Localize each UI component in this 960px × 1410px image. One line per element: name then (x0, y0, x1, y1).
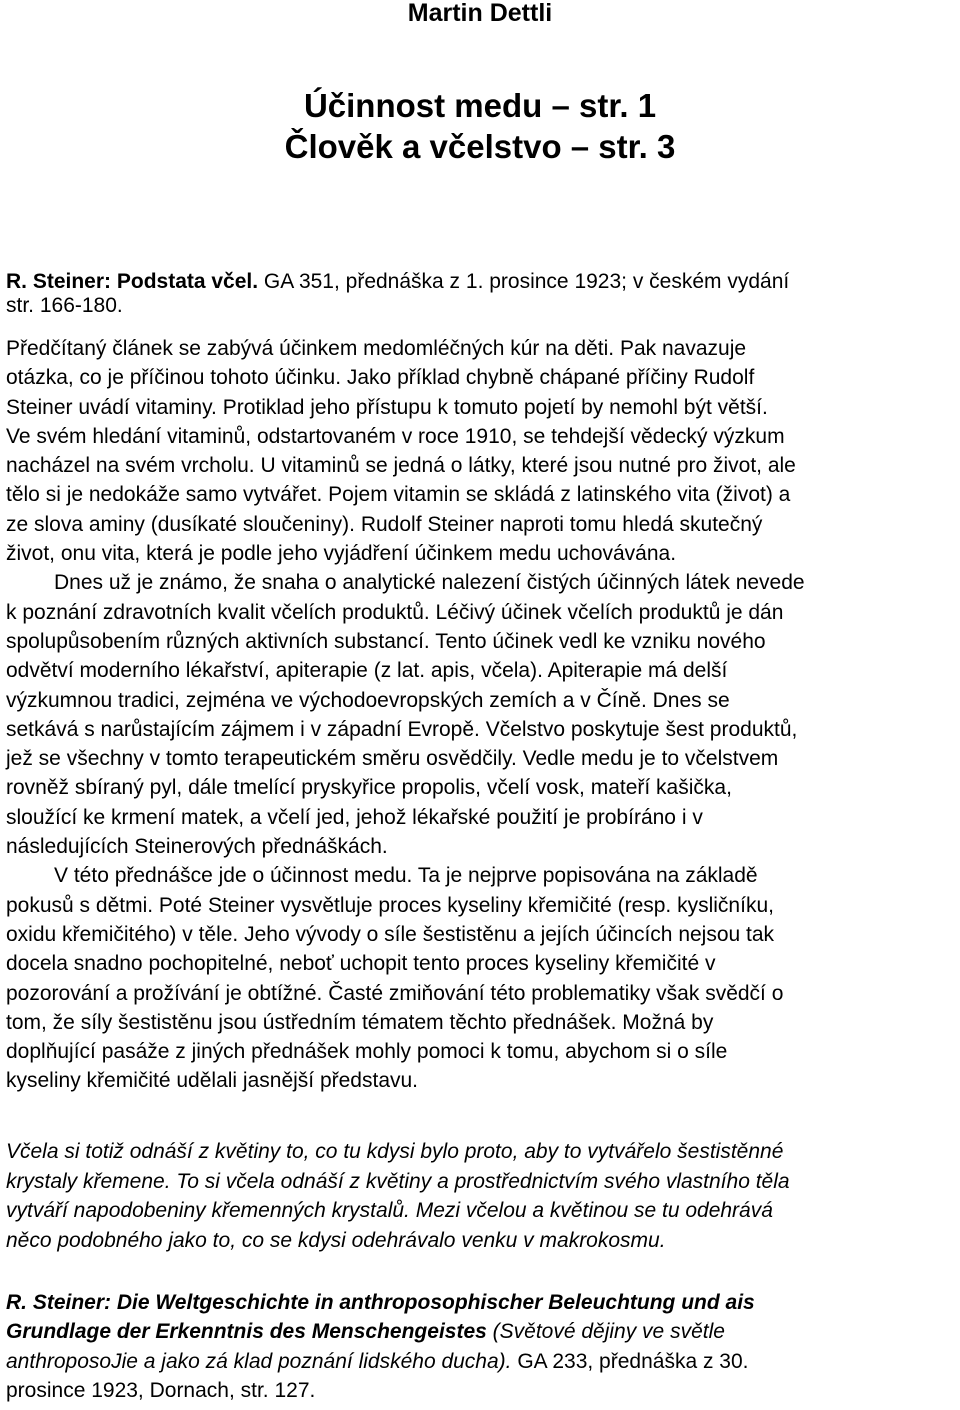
body-line: Ve svém hledání vitaminů, odstartovaném v roce 1910, se tehdejší vědecký výzkum (6, 424, 785, 448)
reference-details: GA 351, přednáška z 1. prosince 1923; v českém vydání (258, 270, 790, 293)
body-line: jež se všechny v tomto terapeutickém směru osvědčily. Vedle medu je to včelstvem (6, 747, 779, 771)
body-line: ze slova aminy (dusíkaté sloučeniny). Rudolf Steiner naproti tomu hledá skutečný (6, 512, 763, 536)
body-line: Dnes už je známo, že snaha o analytické nalezení čistých účinných látek nevede (54, 571, 805, 595)
reference-title-end: Grundlage der Erkenntnis des Menschengeistes (6, 1320, 487, 1344)
body-line: kyseliny křemičité udělali jasnější představu. (6, 1069, 419, 1093)
body-line: nacházel na svém vrcholu. U vitaminů se jedná o látky, které jsou nutné pro život, ale (6, 454, 796, 478)
body-line: následujících Steinerových přednáškách. (6, 835, 388, 859)
toc-line-1: Účinnost medu – str. 1 (303, 87, 657, 124)
reference-translation: (Světové dějiny ve světle (486, 1320, 725, 1344)
author-name: Martin Dettli (407, 0, 553, 27)
reference-steiner-ga233 (6, 1288, 958, 1405)
reference-line-1 (6, 270, 958, 294)
body-line: oxidu křemičitého) v těle. Jeho vývody o síle šestistěnu a jejích účincích nejsou tak (6, 922, 775, 946)
body-line: docela snadno pochopitelné, neboť uchopit tento proces kyseliny křemičité v (6, 952, 716, 976)
body-line: výzkumnou tradici, zejména ve východoevropských zemích a v Číně. Dnes se (6, 688, 730, 712)
body-line: Předčítaný článek se zabývá účinkem medomléčných kúr na děti. Pak navazuje (6, 337, 747, 360)
body-line: setkává s narůstajícím zájmem i v západní Evropě. Včelstvo poskytuje šest produktů, (6, 717, 798, 741)
body-line: rovněž sbíraný pyl, dále tmelící pryskyřice propolis, včelí vosk, mateří kašička, (6, 776, 732, 800)
reference-line-3 (6, 1347, 958, 1376)
body-line: pozorování a prožívání je obtížné. Časté zmiňování této problematiky však svědčí o (6, 981, 784, 1005)
body-line: doplňující pasáže z jiných přednášek mohly pomoci k tomu, abychom si o síle (6, 1040, 728, 1064)
quote-line: Včela si totiž odnáší z květiny to, co tu kdysi bylo proto, aby to vytvářelo šestistěnné (6, 1140, 784, 1163)
body-text (6, 334, 958, 1096)
body-line: spolupůsobením různých aktivních substancí. Tento účinek vedl ke vzniku nového (6, 629, 766, 653)
body-line: odvětví moderního lékařství, apiterapie (z lat. apis, včela). Apiterapie má delší (6, 659, 728, 683)
reference-line-2: str. 166-180. (6, 294, 123, 317)
body-line: Steiner uvádí vitaminy. Protiklad jeho přístupu k tomuto pojetí by nemohl být větší. (6, 395, 768, 419)
body-line: tom, že síly šestistěnu jsou ústředním tématem těchto přednášek. Možná by (6, 1010, 714, 1034)
reference-line-1: R. Steiner: Die Weltgeschichte in anthroposophischer Beleuchtung und ais (6, 1291, 755, 1314)
body-line: tělo si je nedokáže samo vytvářet. Pojem vitamin se skládá z latinského vita (život) a (6, 483, 791, 507)
reference-details: GA 233, přednáška z 30. (511, 1349, 749, 1373)
quote-line: vytváří napodobeniny křemenných krystalů. Mezi včelou a květinou se tu odehrává (6, 1199, 773, 1222)
toc-line-2: Člověk a včelstvo – str. 3 (284, 128, 676, 165)
reference-steiner-ga351 (6, 270, 958, 318)
reference-translation-cont: anthroposoJie a jako zá klad poznání lidského ducha). (6, 1349, 512, 1373)
body-line: k poznání zdravotních kvalit včelích produktů. Léčivý účinek včelích produktů je dán (6, 600, 784, 624)
body-line: sloužící ke krmení matek, a včelí jed, jehož lékařské použití je probíráno i v (6, 805, 703, 829)
body-line: život, onu vita, která je podle jeho vyjádření účinkem medu uchovávána. (6, 542, 677, 566)
quote-line: krystaly křemene. To si včela odnáší z květiny a prostřednictvím svého vlastního těla (6, 1169, 790, 1193)
body-line: pokusů s dětmi. Poté Steiner vysvětluje proces kyseliny křemičité (resp. kysličníku, (6, 893, 774, 917)
body-line: otázka, co je příčinou tohoto účinku. Jako příklad chybně chápané příčiny Rudolf (6, 366, 755, 390)
reference-title: R. Steiner: Podstata včel. (6, 270, 259, 293)
quote-line: něco podobného jako to, co se kdysi odehrávalo venku v makrokosmu. (6, 1228, 666, 1252)
steiner-quote (6, 1137, 958, 1255)
body-line: V této přednášce jde o účinnost medu. Ta je nejprve popisována na základě (54, 864, 758, 888)
reference-line-2 (6, 1317, 958, 1346)
reference-line-4: prosince 1923, Dornach, str. 127. (6, 1378, 316, 1402)
